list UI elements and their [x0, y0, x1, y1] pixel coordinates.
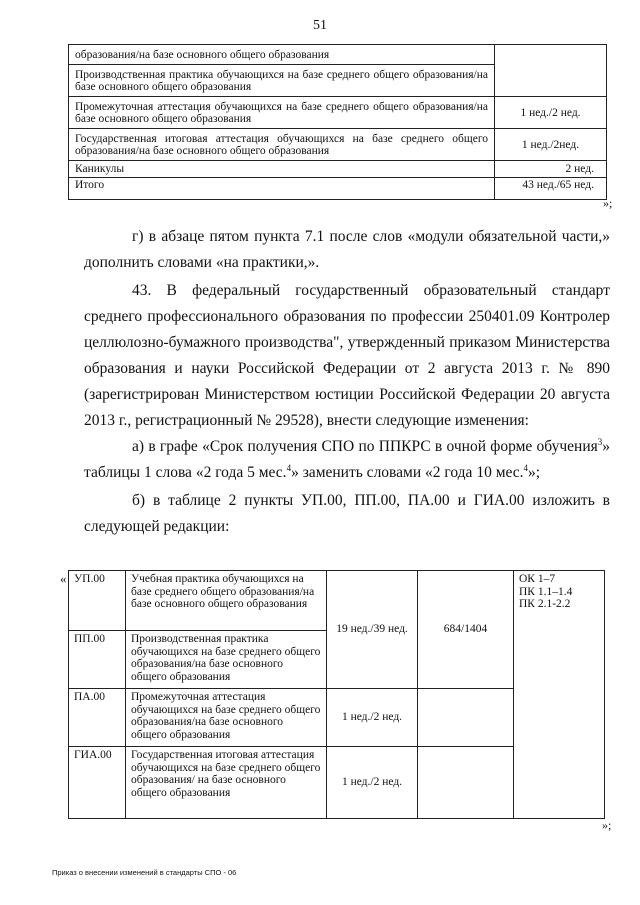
competence-item: ПК 1.1–1.4 — [519, 585, 573, 598]
paragraph-b: б) в таблице 2 пункты УП.00, ПП.00, ПА.00 и ГИА.00 изложить в следующей редакции: — [84, 492, 610, 535]
table-opening-quote: « — [60, 571, 67, 586]
table-cell-desc: Каникулы — [69, 161, 495, 178]
table-cell-desc: Производственная практика обучающихся на базе среднего общего образования/на базе основного общего образования — [69, 65, 495, 97]
page-number: 51 — [313, 18, 327, 33]
table-cell-weeks: 19 нед./39 нед. — [327, 571, 418, 689]
table-cell-code: ПП.00 — [69, 631, 126, 689]
schedule-table-continued — [68, 44, 607, 200]
competence-item: ПК 2.1-2.2 — [519, 598, 571, 610]
table-cell-hours — [418, 747, 514, 819]
paragraph-a-text: а) в графе «Срок получения СПО по ППКРС в очной форме обучения — [132, 438, 598, 455]
table-cell-value: 1 нед./2нед. — [495, 129, 607, 161]
table-closing-quote: »; — [603, 196, 613, 210]
table-cell-desc: Промежуточная аттестация обучающихся на базе среднего общего образования/на базе основного общего образования — [126, 689, 327, 747]
footnote-ref: 3 — [597, 436, 603, 447]
table-cell-code: ПА.00 — [69, 689, 126, 747]
table-cell-competences — [514, 571, 605, 819]
table-row — [69, 97, 607, 129]
footnote-ref: 4 — [286, 462, 292, 473]
table-row — [69, 45, 607, 65]
table-cell-value: 2 нед. — [495, 161, 607, 178]
table-cell-hours: 684/1404 — [418, 571, 514, 689]
table-cell-value: 1 нед./2 нед. — [495, 97, 607, 129]
table-cell-desc: Промежуточная аттестация обучающихся на базе среднего общего образования/на базе основного общего образования — [69, 97, 495, 129]
table-cell-hours — [418, 689, 514, 747]
table-row — [69, 161, 607, 178]
table-cell-code: УП.00 — [69, 571, 126, 631]
paragraph-43: 43. В федеральный государственный образовательный стандарт среднего профессионального образования по профессии 250401.09 Контролер целлюлозно-бумажного производства", утвержденный приказом Министерства образования и науки Российской Федерации от 2 августа 2013 г. № 890 (зарегистрирован Министерством юстиции Российской Федерации 20 августа 2013 г., регистрационный № 29528), внести следующие изменения: — [84, 282, 610, 429]
table-cell-desc: Государственная итоговая аттестация обучающихся на базе среднего общего образования/на базе основного общего образования — [69, 129, 495, 161]
table-cell-value — [495, 45, 607, 97]
competence-item: ОК 1–7 — [519, 573, 556, 585]
table-cell-weeks: 1 нед./2 нед. — [327, 747, 418, 819]
table-row — [69, 178, 607, 200]
footer-note: Приказ о внесении изменений в стандарты СПО - 06 — [52, 868, 237, 877]
table-cell-code: ГИА.00 — [69, 747, 126, 819]
curriculum-table — [68, 570, 605, 819]
table-row — [69, 129, 607, 161]
table-cell-desc: Итого — [69, 178, 495, 200]
table-cell-desc: образования/на базе основного общего образования — [69, 45, 495, 65]
paragraph-g: г) в абзаце пятом пункта 7.1 после слов «модули обязательной части,» дополнить словами «на практики,». — [84, 228, 610, 271]
table-cell-desc: Учебная практика обучающихся на базе среднего общего образования/на базе основного общего образования — [126, 571, 327, 631]
table-closing-quote: »; — [602, 818, 612, 832]
table-cell-value: 43 нед./65 нед. — [495, 178, 607, 200]
table-cell-desc: Производственная практика обучающихся на базе среднего общего образования/на базе основного общего образования — [126, 631, 327, 689]
table-row — [69, 571, 605, 631]
paragraph-a-text: » заменить словами «2 года 10 мес. — [291, 464, 524, 481]
paragraph-a-text: »; — [528, 464, 541, 481]
table-cell-weeks: 1 нед./2 нед. — [327, 689, 418, 747]
paragraph-a — [84, 434, 610, 486]
paragraph-a-text: » таблицы 1 слова «2 года 5 мес. — [84, 438, 610, 481]
footnote-ref: 4 — [523, 462, 529, 473]
table-cell-desc: Государственная итоговая аттестация обучающихся на базе среднего общего образования/ на базе основного общего образования — [126, 747, 327, 819]
